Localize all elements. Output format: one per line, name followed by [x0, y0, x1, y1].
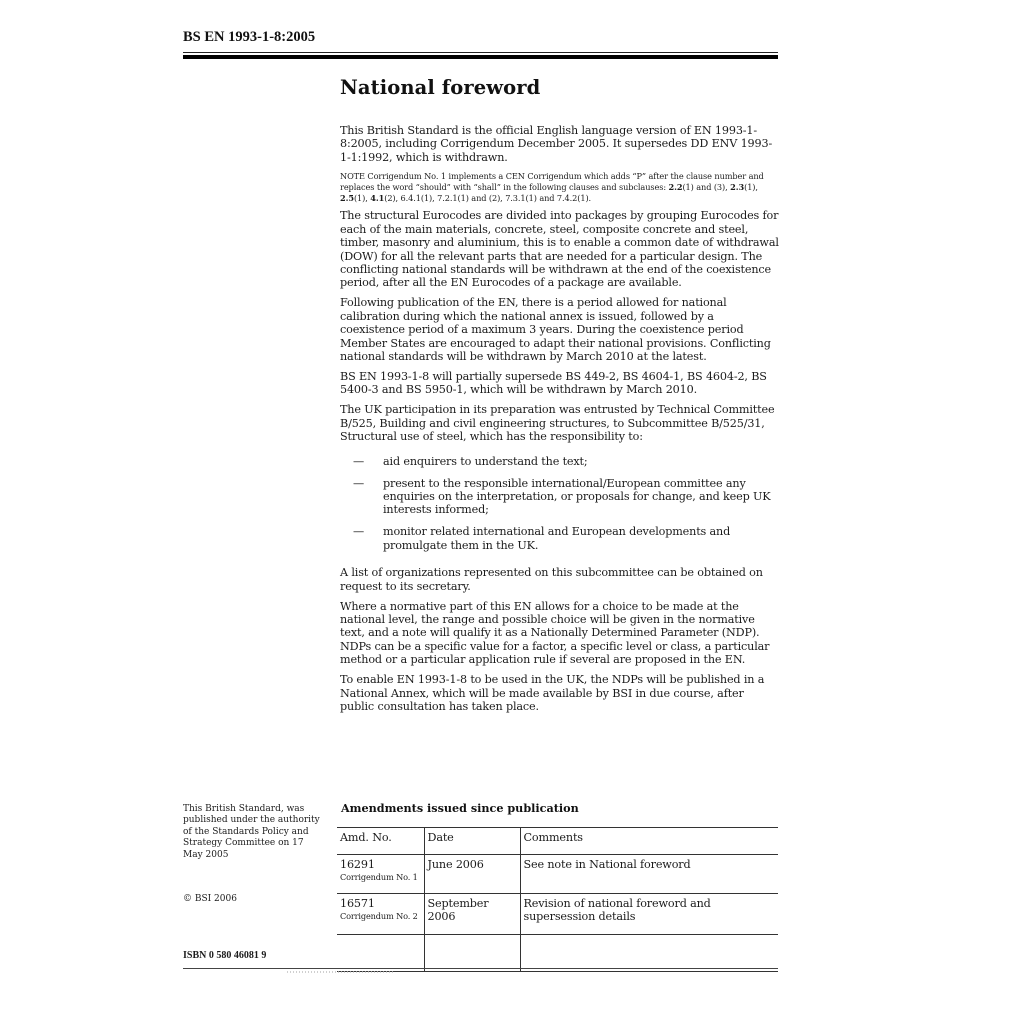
responsibility-list [340, 455, 780, 552]
publication-statement: This British Standard, was published under the authority of the Standards Policy and Strategy Committee on 17 May 2005 [183, 804, 320, 860]
note-clause: 2.3 [730, 182, 745, 193]
paragraph-organizations: A list of organizations represented on this subcommittee can be obtained on request to its secretary. [340, 566, 763, 593]
corrigendum-note [340, 171, 780, 205]
date-cell: September 2006 [424, 894, 520, 935]
list-item [340, 455, 780, 468]
empty-cell [337, 935, 424, 972]
note-text: (1) and (3), [682, 182, 731, 193]
amd-subtitle: Corrigendum No. 2 [340, 911, 418, 921]
paragraph-eurocodes: The structural Eurocodes are divided into packages by grouping Eurocodes for each of the main materials, concrete, steel, composite concrete and steel, timber, masonry and aluminium, this is to enable a common date of withdrawal (DOW) for all the relevant parts that are needed for a particular design. The conflicting national standards will be withdrawn at the end of the coexistence period, after all the EN Eurocodes of a package are available. [340, 209, 779, 290]
note-clause: 2.5 [340, 193, 354, 204]
comments-cell: See note in National foreword [520, 855, 778, 894]
page-title: National foreword [340, 76, 541, 99]
note-text: (1), [744, 182, 758, 193]
note-clause: 2.2 [668, 182, 683, 193]
isbn: ISBN 0 580 46081 9 [183, 950, 267, 961]
running-header-code: BS EN 1993-1-8:2005 [183, 29, 316, 45]
foreword-body [340, 124, 780, 720]
note-prefix: NOTE Corrigendum No. 1 implements a CEN Corrigendum which adds “P” after the clause number and replaces the word “should” with “shall” in the following clauses and subclauses: [340, 170, 764, 193]
dash-bullet: — [353, 454, 365, 468]
amd-subtitle: Corrigendum No. 1 [340, 872, 418, 882]
table-row [337, 855, 778, 894]
empty-cell [520, 935, 778, 972]
list-item-text: aid enquirers to understand the text; [383, 454, 588, 468]
footer-rule [183, 968, 778, 969]
paragraph-ndp: Where a normative part of this EN allows for a choice to be made at the national level, the range and possible choice will be given in the normative text, and a note will qualify it as a Nationally Determined Parameter (NDP). NDPs can be a specific value for a factor, a specific level or class, a particular method or a particular application rule if several are proposed in the EN. [340, 599, 770, 667]
paragraph-intro: This British Standard is the official English language version of EN 1993-1-8:2005, including Corrigendum December 2005. It supersedes DD ENV 1993-1-1:1992, which is withdrawn. [340, 124, 773, 164]
amd-number: 16571 [340, 897, 375, 910]
header-rule-thin [183, 52, 778, 53]
scan-artifact [287, 971, 395, 973]
list-item [340, 525, 780, 552]
dash-bullet: — [353, 525, 365, 539]
note-clause: 4.1 [370, 193, 385, 204]
amd-no-cell [337, 855, 424, 894]
header-rule-thick [183, 55, 778, 59]
note-text: (2), 6.4.1(1), 7.2.1(1) and (2), 7.3.1(1) and 7.4.2(1). [384, 193, 592, 204]
paragraph-calibration: Following publication of the EN, there is a period allowed for national calibration during which the national annex is issued, followed by a coexistence period of a maximum 3 years. During the coexistence period Member States are encouraged to adapt their national provisions. Conflicting national standards will be withdrawn by March 2010 at the latest. [340, 296, 771, 364]
copyright-notice: © BSI 2006 [183, 894, 237, 904]
note-text: (1), [353, 193, 371, 204]
amendments-table [337, 827, 778, 972]
list-item-text: present to the responsible international/European committee any enquiries on the interpretation, or proposals for change, and keep UK interests informed; [383, 476, 771, 517]
dash-bullet: — [353, 476, 365, 490]
column-header-comments: Comments [520, 828, 778, 855]
comments-cell: Revision of national foreword and supersession details [520, 894, 778, 935]
list-item [340, 477, 780, 517]
table-header-row [337, 828, 778, 855]
empty-cell [424, 935, 520, 972]
column-header-amd-no: Amd. No. [337, 828, 424, 855]
table-row [337, 894, 778, 935]
paragraph-uk-participation: The UK participation in its preparation was entrusted by Technical Committee B/525, Building and civil engineering structures, to Subcommittee B/525/31, Structural use of steel, which has the responsibility to: [340, 403, 775, 444]
paragraph-national-annex: To enable EN 1993-1-8 to be used in the UK, the NDPs will be published in a National Annex, which will be made available by BSI in due course, after public consultation has taken place. [340, 673, 765, 713]
column-header-date: Date [424, 828, 520, 855]
amd-no-cell [337, 894, 424, 935]
table-row-empty [337, 935, 778, 972]
list-item-text: monitor related international and European developments and promulgate them in the UK. [383, 525, 731, 552]
amendments-title: Amendments issued since publication [341, 801, 579, 815]
amd-number: 16291 [340, 858, 375, 871]
paragraph-supersede: BS EN 1993-1-8 will partially supersede BS 449-2, BS 4604-1, BS 4604-2, BS 5400-3 and BS 5950-1, which will be withdrawn by March 2010. [340, 370, 767, 397]
date-cell: June 2006 [424, 855, 520, 894]
